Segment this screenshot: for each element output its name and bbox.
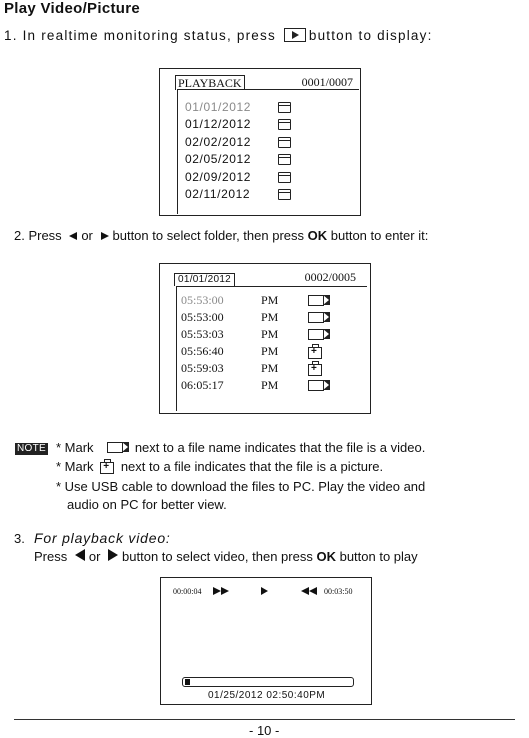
- playback-datetime: 01/25/2012 02:50:40PM: [208, 690, 326, 701]
- ok-key-label: OK: [307, 228, 328, 243]
- video-camera-icon: [308, 329, 324, 340]
- folder-item[interactable]: 01/01/2012: [185, 100, 252, 114]
- file-time[interactable]: 05:53:00: [181, 293, 224, 307]
- note-picture-text: next to a file indicates that the file is a picture.: [120, 459, 384, 474]
- step1-text-after: button to display:: [308, 28, 433, 43]
- file-ampm: PM: [261, 361, 279, 375]
- folder-list: [177, 89, 359, 214]
- folder-icon: [278, 172, 291, 183]
- step1-instruction: [4, 28, 433, 43]
- progress-fill: [185, 679, 190, 685]
- note-mark-text: * Mark: [56, 459, 94, 474]
- step3-or: or: [88, 549, 101, 564]
- video-camera-icon: [107, 442, 123, 453]
- folder-icon: [278, 119, 291, 130]
- folder-icon: [278, 102, 291, 113]
- file-time[interactable]: 06:05:17: [181, 378, 224, 392]
- file-ampm: PM: [261, 344, 279, 358]
- picture-icon: [308, 364, 322, 376]
- file-ampm: PM: [261, 310, 279, 324]
- note-line-usb: * Use USB cable to download the files to PC. Play the video and: [56, 479, 426, 494]
- picture-icon: [100, 462, 114, 474]
- file-count: 0002/0005: [304, 270, 356, 284]
- file-time[interactable]: 05:56:40: [181, 344, 224, 358]
- step3-number: 3.: [14, 531, 25, 546]
- step3-text-a: Press: [34, 549, 68, 564]
- elapsed-time: 00:00:04: [173, 587, 202, 596]
- video-camera-icon: [308, 295, 324, 306]
- playback-label: PLAYBACK: [175, 75, 245, 90]
- right-arrow-icon: [108, 549, 118, 561]
- video-camera-icon: [308, 380, 324, 391]
- note-line-picture: [56, 459, 383, 474]
- step3-text-b: button to select video, then press: [122, 549, 313, 564]
- step2-text-a: 2. Press: [14, 228, 62, 243]
- left-arrow-icon: [69, 232, 77, 240]
- video-camera-icon: [308, 312, 324, 323]
- folder-item[interactable]: 02/02/2012: [185, 135, 252, 149]
- playback-progress-bar[interactable]: [182, 677, 354, 687]
- right-arrow-icon: [101, 232, 109, 240]
- page-title: Play Video/Picture: [4, 0, 141, 17]
- folder-icon: [278, 189, 291, 200]
- folder-icon: [278, 154, 291, 165]
- note-badge: NOTE: [17, 443, 46, 454]
- ok-key-label: OK: [316, 549, 336, 564]
- step2-text-b: button to select folder, then press: [112, 228, 305, 243]
- file-ampm: PM: [261, 327, 279, 341]
- file-list-screen: [159, 263, 371, 414]
- folder-item[interactable]: 02/11/2012: [185, 187, 251, 201]
- step3-text-c: button to play: [339, 549, 418, 564]
- playback-folder-screen: [159, 68, 361, 216]
- step2-text-c: button to enter it:: [330, 228, 429, 243]
- folder-icon: [278, 137, 291, 148]
- folder-date-label: 01/01/2012: [174, 273, 235, 286]
- note-mark-text: * Mark: [56, 440, 94, 455]
- play-icon[interactable]: [261, 587, 268, 595]
- folder-item[interactable]: 02/05/2012: [185, 152, 252, 166]
- note-line-video: [56, 440, 425, 455]
- file-ampm: PM: [261, 293, 279, 307]
- step2-or: or: [81, 228, 93, 243]
- footer-divider: [14, 719, 515, 720]
- remaining-time: 00:03:50: [324, 587, 353, 596]
- picture-icon: [308, 347, 322, 359]
- file-time[interactable]: 05:53:00: [181, 310, 224, 324]
- file-time[interactable]: 05:53:03: [181, 327, 224, 341]
- step2-instruction: [14, 228, 428, 243]
- page-number: - 10 -: [249, 723, 280, 738]
- play-button-icon: [284, 28, 306, 42]
- fast-forward-icon[interactable]: [213, 587, 231, 595]
- folder-count: 0001/0007: [301, 75, 353, 89]
- rewind-icon[interactable]: [301, 587, 319, 595]
- file-ampm: PM: [261, 378, 279, 392]
- note-video-text: next to a file name indicates that the file is a video.: [134, 440, 426, 455]
- left-arrow-icon: [75, 549, 85, 561]
- folder-item[interactable]: 02/09/2012: [185, 170, 252, 184]
- file-time[interactable]: 05:59:03: [181, 361, 224, 375]
- note-line-usb-cont: audio on PC for better view.: [67, 497, 227, 512]
- step3-instruction: [34, 549, 418, 564]
- video-playback-screen: [160, 577, 372, 705]
- step3-heading: For playback video:: [34, 530, 171, 546]
- folder-item[interactable]: 01/12/2012: [185, 117, 252, 131]
- file-list: [176, 286, 367, 411]
- step1-text-before: 1. In realtime monitoring status, press: [4, 28, 276, 43]
